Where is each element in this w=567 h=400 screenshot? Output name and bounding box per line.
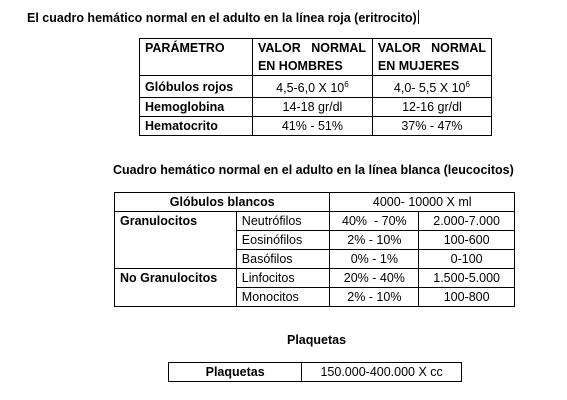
text-caret [418, 10, 419, 24]
cell-type: Monocitos [236, 288, 330, 307]
table-row [115, 212, 515, 231]
cell-count: 100-800 [419, 288, 515, 307]
cell-percent: 2% - 10% [330, 231, 419, 250]
cell-count: 0-100 [419, 250, 515, 269]
platelets-label: Plaquetas [169, 363, 302, 382]
cell-percent: 40% - 70% [330, 212, 419, 231]
women-value: 4,0- 5,5 X $10^6$ [372, 76, 491, 98]
cell-count: 1.500-5.000 [419, 269, 515, 288]
param-cell: Hematocrito [140, 117, 253, 136]
param-cell: Glóbulos rojos [140, 76, 253, 98]
header-value: 4000- 10000 X ml [330, 193, 515, 212]
group-name: Granulocitos [115, 212, 237, 269]
param-cell: Hemoglobina [140, 98, 253, 117]
cell-type: Eosinófilos [236, 231, 330, 250]
table-row [140, 76, 492, 98]
table-row [140, 117, 492, 136]
white-line-table [114, 192, 515, 307]
men-value: 4,5-6,0 X $10^6$ [252, 76, 372, 98]
table-row [169, 363, 462, 382]
title-red-line: El cuadro hemático normal en el adulto en la línea roja (eritrocito) [27, 11, 417, 25]
title-white-line: Cuadro hemático normal en el adulto en la línea blanca (leucocitos) [113, 163, 514, 177]
men-value: 14-18 gr/dl [252, 98, 372, 117]
table-row [140, 98, 492, 117]
red-line-table [139, 38, 492, 136]
cell-count: 2.000-7.000 [419, 212, 515, 231]
title-platelets: Plaquetas [287, 333, 347, 347]
header-parametro: PARÁMETRO [140, 39, 253, 76]
cell-percent: 2% - 10% [330, 288, 419, 307]
cell-type: Neutrófilos [236, 212, 330, 231]
group-name: No Granulocitos [115, 269, 237, 307]
cell-count: 100-600 [419, 231, 515, 250]
cell-percent: 0% - 1% [330, 250, 419, 269]
cell-type: Linfocitos [236, 269, 330, 288]
header-men: VALOR NORMAL EN HOMBRES [252, 39, 372, 76]
women-value: 37% - 47% [372, 117, 491, 136]
header-globulos-blancos: Glóbulos blancos [115, 193, 330, 212]
men-value: 41% - 51% [252, 117, 372, 136]
platelets-table [168, 362, 462, 382]
platelets-value: 150.000-400.000 X cc [302, 363, 462, 382]
table-header-row [140, 39, 492, 76]
table-header-row [115, 193, 515, 212]
women-value: 12-16 gr/dl [372, 98, 491, 117]
table-row [115, 269, 515, 288]
cell-type: Basófilos [236, 250, 330, 269]
cell-percent: 20% - 40% [330, 269, 419, 288]
header-women: VALOR NORMAL EN MUJERES [372, 39, 491, 76]
